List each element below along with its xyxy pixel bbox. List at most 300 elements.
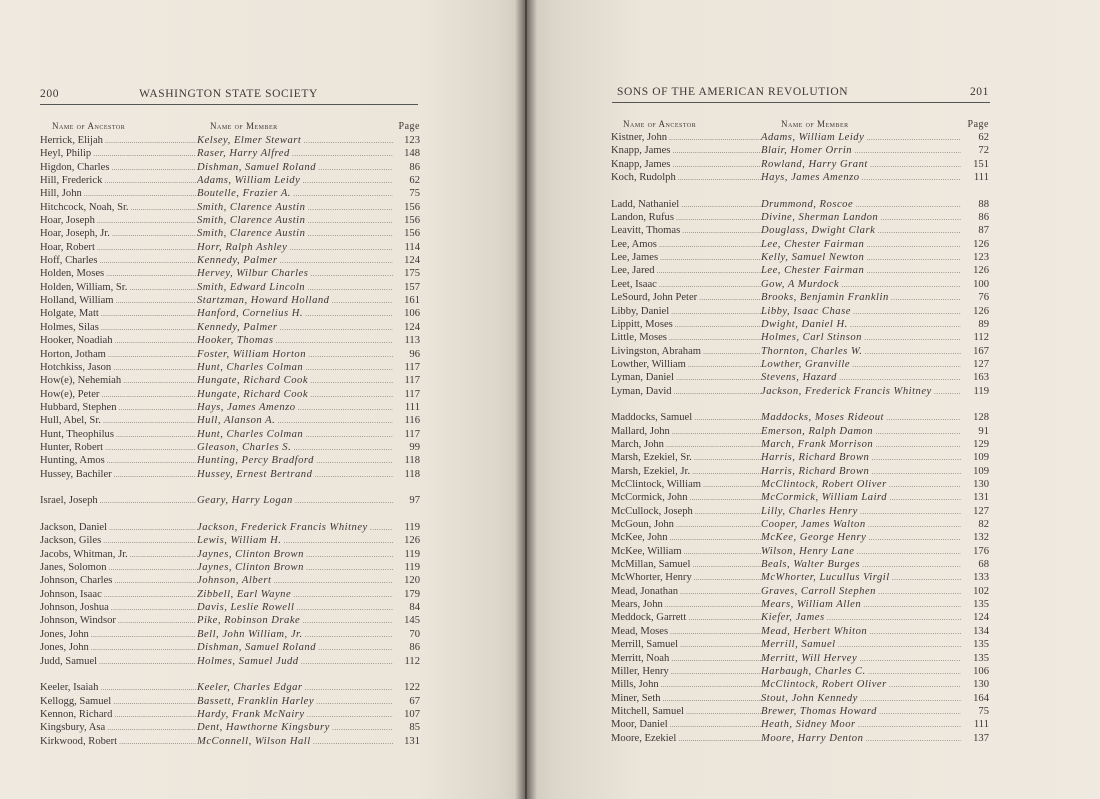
member-name: Dwight, Daniel H. ..... [761,318,961,332]
member-name: Smith, Edward Lincoln ..... [197,281,393,295]
entry-row [611,665,989,678]
page-ref: 120 [404,575,420,587]
entry-row [40,214,420,227]
entry-row [40,721,420,734]
page-ref: 75 [978,705,989,717]
entry-row [40,548,420,561]
page-ref: 99 [409,441,420,453]
entry-row [40,401,420,414]
ancestor-name: Hunt, Theophilus ..... [40,428,196,442]
entry-row [611,652,989,665]
entry-row [611,198,989,211]
ancestor-name: Libby, Daniel ..... [611,305,761,319]
page-ref: 72 [978,145,989,157]
ancestor-name: Lee, Amos ..... [611,238,761,252]
member-name: Blair, Homer Orrin ..... [761,144,961,158]
page-ref: 128 [973,412,989,424]
running-head: WASHINGTON STATE SOCIETY [139,88,318,100]
member-name: Emerson, Ralph Damon ..... [761,425,961,439]
ancestor-name: Johnson, Isaac ..... [40,588,196,602]
member-name: Libby, Isaac Chase ..... [761,305,961,319]
ancestor-name: Miller, Henry ..... [611,665,761,679]
ancestor-name: Hoar, Joseph ..... [40,214,196,228]
page-ref: 134 [973,625,989,637]
entry-row [611,144,989,157]
ancestor-name: Keeler, Isaiah ..... [40,681,196,695]
member-name: Brooks, Benjamin Franklin ..... [761,291,961,305]
entry-row [611,732,989,745]
entry-row [40,534,420,547]
member-name: Harbaugh, Charles C. ..... [761,665,961,679]
ancestor-name: McKee, William ..... [611,545,761,559]
entry-row [611,531,989,544]
page-ref: 124 [404,255,420,267]
member-name: Moore, Harry Denton ..... [761,732,961,746]
ancestor-name: Hunting, Amos ..... [40,454,196,468]
page-ref: 109 [973,452,989,464]
member-name: Dishman, Samuel Roland ..... [197,641,393,655]
page-ref: 97 [409,495,420,507]
member-name: Geary, Harry Logan ..... [197,494,393,508]
page-ref: 84 [409,602,420,614]
page-ref: 117 [404,428,420,440]
page-ref: 119 [404,562,420,574]
page-ref: 76 [978,292,989,304]
page-ref: 179 [404,588,420,600]
page-ref: 126 [973,238,989,250]
page-ref: 130 [973,479,989,491]
entry-row [40,174,420,187]
entry-list [40,134,420,748]
ancestor-name: McWhorter, Henry ..... [611,571,761,585]
entry-row [611,411,989,424]
entry-row [40,628,420,641]
ancestor-name: Holden, William, Sr. ..... [40,281,196,295]
ancestor-name: LeSourd, John Peter ..... [611,291,761,305]
entry-row [611,571,989,584]
entry-row [611,465,989,478]
page-ref: 124 [973,612,989,624]
page-ref: 164 [973,692,989,704]
entry-row [611,585,989,598]
member-name: Wilson, Henry Lane ..... [761,545,961,559]
member-name: Divine, Sherman Landon ..... [761,211,961,225]
entry-row [611,611,989,624]
ancestor-name: Herrick, Elijah ..... [40,134,196,148]
page-ref: 86 [409,161,420,173]
member-name: McCormick, William Laird ..... [761,491,961,505]
member-name: Hussey, Ernest Bertrand ..... [197,468,393,482]
member-name: Bassett, Franklin Harley ..... [197,695,393,709]
member-name: Johnson, Albert ..... [197,574,393,588]
ancestor-name: Miner, Seth ..... [611,692,761,706]
column-heading-member: Name of Member [210,121,278,131]
ancestor-name: McGoun, John ..... [611,518,761,532]
member-name: Merrill, Samuel ..... [761,638,961,652]
member-name: Jaynes, Clinton Brown ..... [197,561,393,575]
member-name: Jaynes, Clinton Brown ..... [197,548,393,562]
page-ref: 119 [404,522,420,534]
entry-row [611,371,989,384]
member-name: Maddocks, Moses Rideout ..... [761,411,961,425]
entry-row [40,655,420,668]
ancestor-name: Merrill, Samuel ..... [611,638,761,652]
page-ref: 86 [978,212,989,224]
entry-row [611,545,989,558]
member-name: Lee, Chester Fairman ..... [761,238,961,252]
page-ref: 119 [404,548,420,560]
entry-row [40,348,420,361]
ancestor-name: Moor, Daniel ..... [611,718,761,732]
ancestor-name: Hill, Frederick ..... [40,174,196,188]
entry-row [40,521,420,534]
entry-row [611,158,989,171]
member-name: Horr, Ralph Ashley ..... [197,241,393,255]
member-name: Heath, Sidney Moor ..... [761,718,961,732]
page-ref: 130 [973,679,989,691]
ancestor-name: Kellogg, Samuel ..... [40,695,196,709]
entry-row [611,558,989,571]
page-ref: 82 [978,519,989,531]
ancestor-name: Johnson, Windsor ..... [40,614,196,628]
column-heading-member: Name of Member [781,119,849,129]
page-ref: 122 [404,682,420,694]
member-name: Mears, William Allen ..... [761,598,961,612]
member-name: Lilly, Charles Henry ..... [761,505,961,519]
ancestor-name: Lee, James ..... [611,251,761,265]
column-heading-ancestor: Name of Ancestor [623,119,697,129]
entry-row [40,361,420,374]
entry-row [40,241,420,254]
member-name: Adams, William Leidy ..... [761,131,961,145]
ancestor-name: Mitchell, Samuel ..... [611,705,761,719]
ancestor-name: Little, Moses ..... [611,331,761,345]
ancestor-name: Moore, Ezekiel ..... [611,732,761,746]
entry-row [40,468,420,481]
entry-row [611,251,989,264]
entry-row [40,161,420,174]
ancestor-name: Jones, John ..... [40,641,196,655]
ancestor-name: Hotchkiss, Jason ..... [40,361,196,375]
member-name: McClintock, Robert Oliver ..... [761,678,961,692]
column-headings [40,121,420,133]
member-name: Gow, A Murdock ..... [761,278,961,292]
page-ref: 96 [409,348,420,360]
page-ref: 62 [978,132,989,143]
entry-row [40,134,420,147]
right-page-header [617,86,989,98]
ancestor-name: Kennon, Richard ..... [40,708,196,722]
ancestor-name: Hoff, Charles ..... [40,254,196,268]
left-page-header [40,88,418,100]
member-name: Bell, John William, Jr. ..... [197,628,393,642]
page-ref: 117 [404,388,420,400]
page-ref: 75 [409,188,420,200]
page-ref: 117 [404,361,420,373]
page-ref: 135 [973,639,989,651]
member-name: Kelsey, Elmer Stewart ..... [197,134,393,148]
member-name: Dishman, Samuel Roland ..... [197,161,393,175]
ancestor-name: McMillan, Samuel ..... [611,558,761,572]
page-ref: 129 [973,439,989,450]
ancestor-name: McCormick, John ..... [611,491,761,505]
left-page [0,0,525,799]
ancestor-name: Lowther, William ..... [611,358,761,372]
entry-row [611,291,989,304]
ancestor-name: Johnson, Joshua ..... [40,601,196,615]
member-name: Smith, Clarence Austin ..... [197,227,393,241]
member-name: Brewer, Thomas Howard ..... [761,705,961,719]
column-heading-ancestor: Name of Ancestor [52,121,126,131]
member-name: Harris, Richard Brown ..... [761,465,961,479]
entry-row [611,131,989,144]
member-name: Keeler, Charles Edgar ..... [197,681,393,695]
page-ref: 62 [409,175,420,187]
ancestor-name: Maddocks, Samuel ..... [611,411,761,425]
page-ref: 117 [404,375,420,387]
entry-row [40,227,420,240]
page-ref: 112 [973,332,989,344]
ancestor-name: Horton, Jotham ..... [40,348,196,362]
ancestor-name: Hoar, Robert ..... [40,241,196,255]
page-ref: 88 [978,198,989,210]
member-name: Hungate, Richard Cook ..... [197,388,393,402]
entry-row [611,705,989,718]
page-ref: 111 [973,172,989,184]
ancestor-name: Mears, John ..... [611,598,761,612]
ancestor-name: Higdon, Charles ..... [40,161,196,175]
ancestor-name: Marsh, Ezekiel, Sr. ..... [611,451,761,465]
right-page [527,0,1100,799]
member-name: Adams, William Leidy ..... [197,174,393,188]
page-ref: 161 [404,295,420,307]
page-ref: 123 [973,252,989,264]
entry-row [40,428,420,441]
page-ref: 127 [973,505,989,517]
page-ref: 156 [404,201,420,213]
ancestor-name: Leet, Isaac ..... [611,278,761,292]
entry-row [40,334,420,347]
ancestor-name: Janes, Solomon ..... [40,561,196,575]
ancestor-name: Hill, John ..... [40,187,196,201]
ancestor-name: Johnson, Charles ..... [40,574,196,588]
ancestor-name: Hubbard, Stephen ..... [40,401,196,415]
entry-row [40,374,420,387]
member-name: Zibbell, Earl Wayne ..... [197,588,393,602]
ancestor-name: Holmes, Silas ..... [40,321,196,335]
member-name: Lewis, William H. ..... [197,534,393,548]
member-name: Harris, Richard Brown ..... [761,451,961,465]
page-number: 201 [969,86,989,98]
entry-row [40,321,420,334]
header-rule [40,104,418,105]
member-name: Hanford, Cornelius H. ..... [197,307,393,321]
member-name: Holmes, Samuel Judd ..... [197,655,393,669]
member-name: Raser, Harry Alfred ..... [197,147,393,161]
entry-row [611,171,989,184]
entry-row [40,601,420,614]
ancestor-name: Jones, John ..... [40,628,196,642]
entry-row [40,414,420,427]
entry-row [40,574,420,587]
page-ref: 126 [404,535,420,547]
page-ref: 113 [404,335,420,347]
ancestor-name: Koch, Rudolph ..... [611,171,761,185]
entry-row [40,294,420,307]
ancestor-name: Lyman, Daniel ..... [611,371,761,385]
ancestor-name: How(e), Peter ..... [40,388,196,402]
page-ref: 156 [404,228,420,240]
page-ref: 106 [404,308,420,320]
entry-row [40,494,420,507]
ancestor-name: Hunter, Robert ..... [40,441,196,455]
member-name: Dent, Hawthorne Kingsbury ..... [197,721,393,735]
entry-row [611,345,989,358]
entry-row [611,305,989,318]
member-name: Hungate, Richard Cook ..... [197,374,393,388]
page-ref: 145 [404,615,420,627]
member-name: March, Frank Morrison ..... [761,438,961,452]
page-ref: 127 [973,358,989,370]
ancestor-name: Hussey, Bachiler ..... [40,468,196,482]
ancestor-name: Landon, Rufus ..... [611,211,761,225]
ancestor-name: Kingsbury, Asa ..... [40,721,196,735]
ancestor-name: McCullock, Joseph ..... [611,505,761,519]
entry-row [40,267,420,280]
entry-row [40,281,420,294]
column-headings [611,119,989,131]
entry-row [611,385,989,398]
entry-row [611,358,989,371]
ancestor-name: Merritt, Noah ..... [611,652,761,666]
entry-list [611,131,989,745]
ancestor-name: Jackson, Giles ..... [40,534,196,548]
ancestor-name: Marsh, Ezekiel, Jr. ..... [611,465,761,479]
member-name: Holmes, Carl Stinson ..... [761,331,961,345]
entry-row [611,451,989,464]
member-name: Kiefer, James ..... [761,611,961,625]
page-ref: 118 [404,455,420,467]
member-name: Mead, Herbert Whiton ..... [761,625,961,639]
member-name: Startzman, Howard Holland ..... [197,294,393,308]
page-ref: 157 [404,281,420,293]
entry-row [611,438,989,451]
entry-row [40,735,420,748]
entry-row [611,638,989,651]
ancestor-name: Jacobs, Whitman, Jr. ..... [40,548,196,562]
entry-row [611,491,989,504]
member-name: Drummond, Roscoe ..... [761,198,961,212]
member-name: Jackson, Frederick Francis Whitney ..... [197,521,393,535]
ancestor-name: Leavitt, Thomas ..... [611,224,761,238]
entry-row [611,505,989,518]
member-name: Jackson, Frederick Francis Whitney ..... [761,385,961,399]
ancestor-name: Mead, Moses ..... [611,625,761,639]
page-number: 200 [40,88,60,100]
member-name: Kelly, Samuel Newton ..... [761,251,961,265]
member-name: Smith, Clarence Austin ..... [197,201,393,215]
page-ref: 151 [973,158,989,170]
member-name: Davis, Leslie Rowell ..... [197,601,393,615]
member-name: Beals, Walter Burges ..... [761,558,961,572]
page-ref: 106 [973,665,989,677]
page-ref: 89 [978,318,989,330]
member-name: Foster, William Horton ..... [197,348,393,362]
member-name: Boutelle, Frazier A. ..... [197,187,393,201]
book-gutter [515,0,537,799]
ancestor-name: Jackson, Daniel ..... [40,521,196,535]
member-name: McClintock, Robert Oliver ..... [761,478,961,492]
entry-row [40,561,420,574]
page-ref: 116 [404,415,420,427]
entry-row [40,641,420,654]
member-name: Smith, Clarence Austin ..... [197,214,393,228]
entry-row [611,625,989,638]
member-name: Kennedy, Palmer ..... [197,321,393,335]
page-ref: 112 [404,655,420,667]
ancestor-name: McClintock, William ..... [611,478,761,492]
page-ref: 102 [973,585,989,597]
page-ref: 175 [404,268,420,280]
page-ref: 176 [973,545,989,557]
member-name: Hays, James Amenzo ..... [197,401,393,415]
page-ref: 131 [973,492,989,504]
ancestor-name: McKee, John ..... [611,531,761,545]
entry-row [40,454,420,467]
member-name: Hardy, Frank McNairy ..... [197,708,393,722]
page-ref: 70 [409,628,420,640]
page-ref: 111 [973,719,989,731]
entry-row [611,331,989,344]
page-ref: 126 [973,305,989,317]
ancestor-name: Hooker, Noadiah ..... [40,334,196,348]
ancestor-name: Kirkwood, Robert ..... [40,735,196,749]
entry-row [40,614,420,627]
entry-row [611,518,989,531]
member-name: Stevens, Hazard ..... [761,371,961,385]
entry-row [611,278,989,291]
column-heading-page: Page [398,121,420,132]
page-ref: 137 [973,732,989,744]
member-name: Hunting, Percy Bradford ..... [197,454,393,468]
entry-row [40,201,420,214]
ancestor-name: Kistner, John ..... [611,131,761,145]
member-name: Hunt, Charles Colman ..... [197,428,393,442]
page-ref: 135 [973,652,989,664]
page-ref: 67 [409,695,420,707]
page-ref: 131 [404,735,420,747]
entry-row [40,708,420,721]
entry-row [611,264,989,277]
entry-row [40,441,420,454]
member-name: Hays, James Amenzo ..... [761,171,961,185]
ancestor-name: Knapp, James ..... [611,144,761,158]
member-name: Kennedy, Palmer ..... [197,254,393,268]
member-name: Thornton, Charles W. ..... [761,345,961,359]
ancestor-name: Mallard, John ..... [611,425,761,439]
ancestor-name: Lee, Jared ..... [611,264,761,278]
ancestor-name: Holgate, Matt ..... [40,307,196,321]
entry-row [611,425,989,438]
ancestor-name: Mills, John ..... [611,678,761,692]
ancestor-name: Mead, Jonathan ..... [611,585,761,599]
entry-row [611,692,989,705]
running-head: SONS OF THE AMERICAN REVOLUTION [617,86,849,98]
page-ref: 91 [978,425,989,437]
ancestor-name: Israel, Joseph ..... [40,494,196,508]
member-name: Hull, Alanson A. ..... [197,414,393,428]
member-name: Hervey, Wilbur Charles ..... [197,267,393,281]
